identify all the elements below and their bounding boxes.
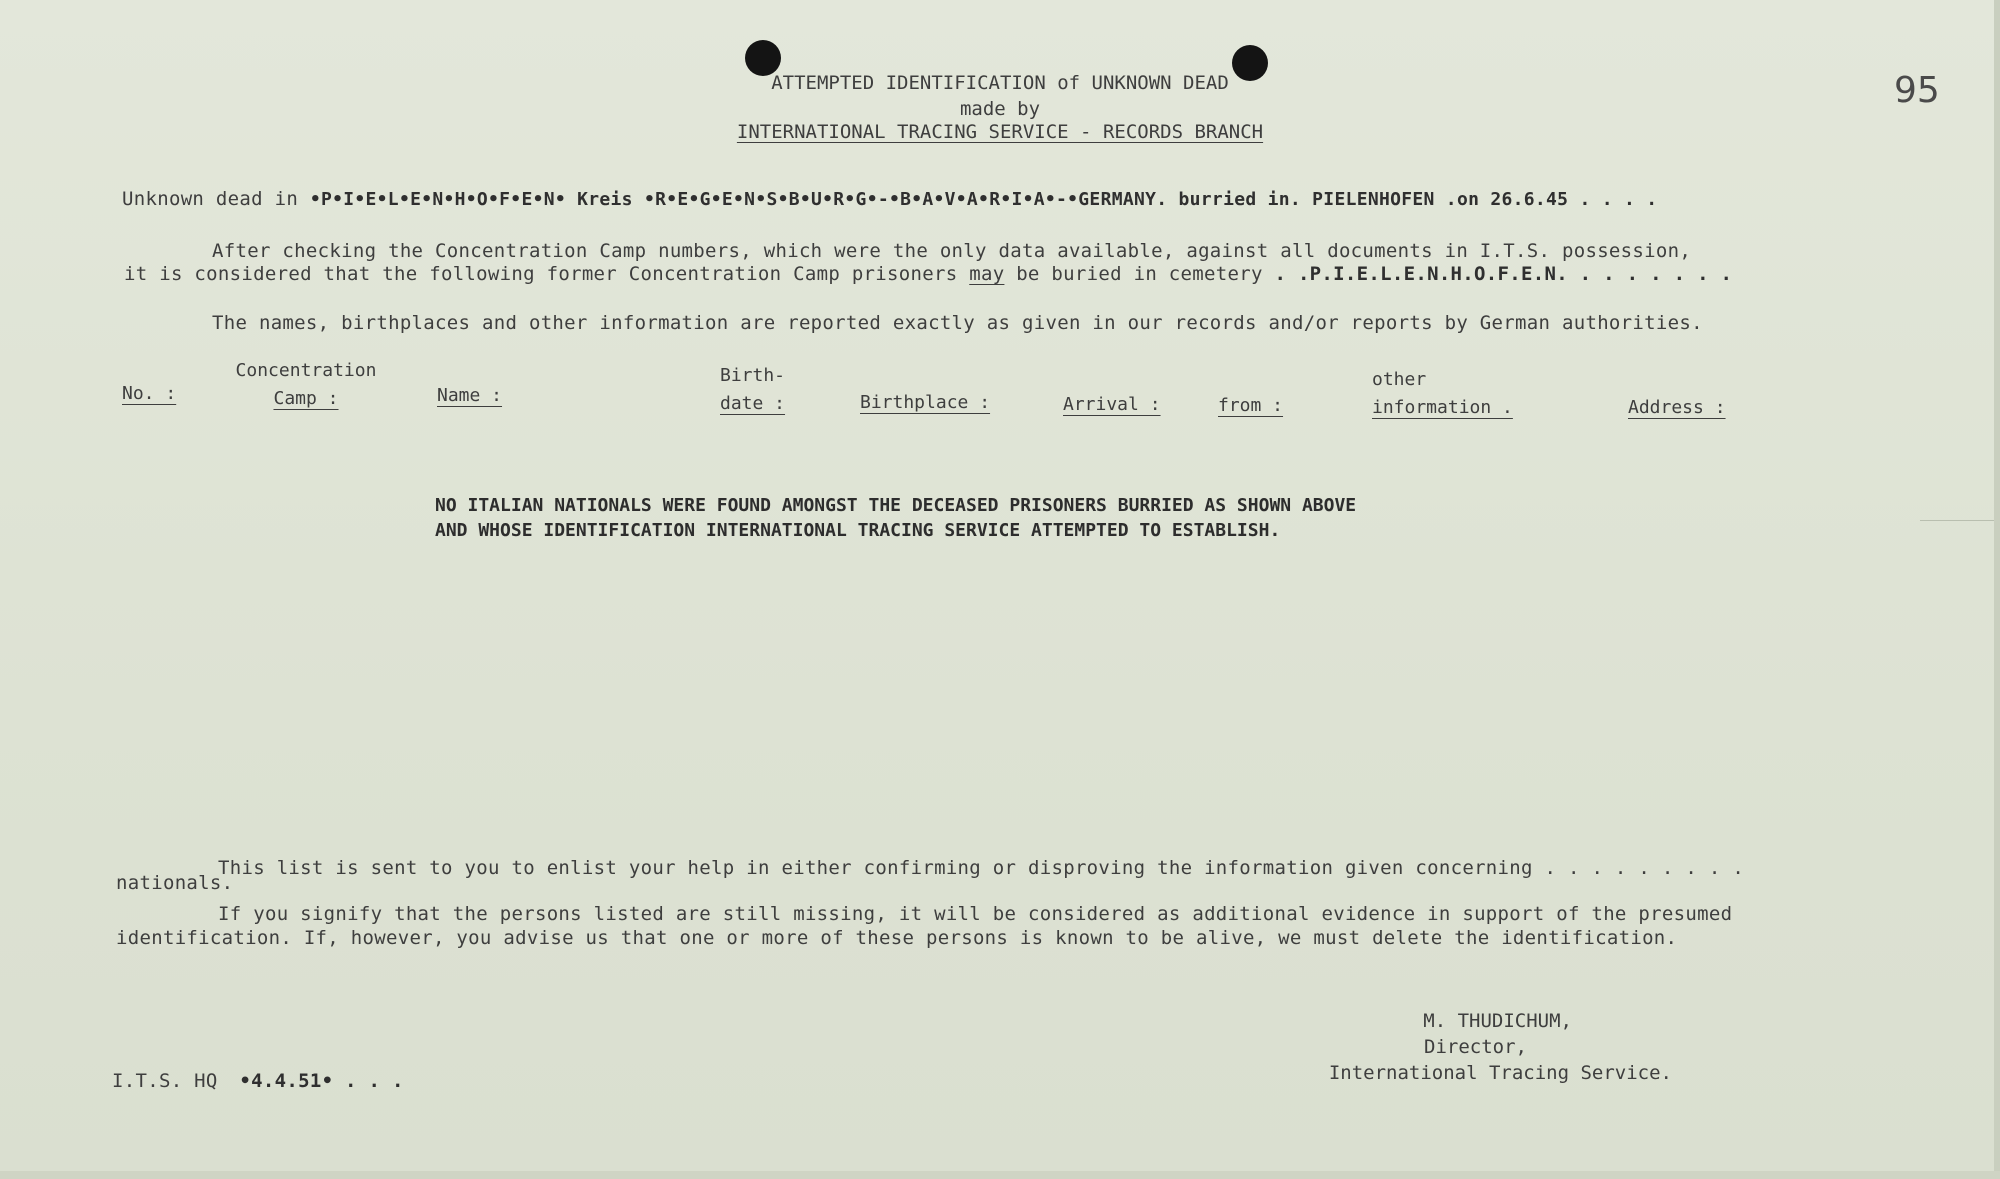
column-name-label: Name : — [437, 385, 503, 406]
column-birthdate-top: Birth- — [720, 365, 786, 386]
column-birthdate — [720, 362, 785, 418]
intro-para1-line1: After checking the Concentration Camp numbers, which were the only data available, against all documents in I.T.S. possession, — [212, 240, 1692, 262]
intro-para1-line2-cemetery: . .P.I.E.L.E.N.H.O.F.E.N. . . . . . . . — [1274, 263, 1733, 285]
intro-para1-line2-may: may — [969, 263, 1005, 285]
intro-para1-line2-post: be buried in cemetery — [1016, 263, 1263, 285]
bottom-edge-shadow — [0, 1171, 2000, 1179]
closing-para1-line2: nationals. — [116, 872, 234, 894]
column-birthdate-bottom: date : — [720, 393, 786, 414]
page-number: 95 — [1894, 70, 1940, 111]
column-arrival — [1063, 391, 1161, 419]
column-camp-top: Concentration — [235, 360, 377, 381]
reference-label: I.T.S. HQ — [112, 1070, 218, 1092]
intro-para1-line2 — [124, 263, 1732, 285]
unknown-dead-label: Unknown dead in — [122, 188, 299, 210]
column-other-bottom: information . — [1372, 397, 1513, 418]
column-camp-bottom: Camp : — [273, 388, 339, 409]
signature-organization: International Tracing Service. — [1328, 1062, 1672, 1084]
column-name — [437, 382, 502, 410]
closing-para2-line1: If you signify that the persons listed are still missing, it will be considered as additional evidence in support of the presumed — [218, 903, 1733, 925]
notice-line1: NO ITALIAN NATIONALS WERE FOUND AMONGST THE DECEASED PRISONERS BURRIED AS SHOWN ABOVE — [435, 495, 1357, 516]
column-from-label: from : — [1218, 395, 1284, 416]
column-other-information — [1372, 366, 1513, 422]
column-birthplace-label: Birthplace : — [860, 392, 991, 413]
notice-line2: AND WHOSE IDENTIFICATION INTERNATIONAL TRACING SERVICE ATTEMPTED TO ESTABLISH. — [435, 520, 1281, 541]
right-edge-shadow — [1994, 0, 2000, 1179]
signature-name: M. THUDICHUM, — [1423, 1010, 1572, 1032]
header-made-by: made by — [959, 98, 1041, 120]
reference-line — [112, 1070, 404, 1092]
margin-rule — [1920, 520, 2000, 521]
column-from — [1218, 392, 1283, 420]
unknown-dead-line — [122, 188, 1657, 210]
closing-para2-line2: identification. If, however, you advise us that one or more of these persons is known to be alive, we must delete the identification. — [116, 927, 1678, 949]
closing-para1-line1: This list is sent to you to enlist your help in either confirming or disproving the information given concerning . . . . . . . . . — [218, 857, 1745, 879]
column-arrival-label: Arrival : — [1063, 394, 1161, 415]
column-other-top: other — [1372, 369, 1427, 390]
column-no-label: No. : — [122, 383, 177, 404]
signature-title: Director, — [1424, 1036, 1527, 1058]
signature-block — [1240, 1008, 1672, 1086]
unknown-dead-location: •P•I•E•L•E•N•H•O•F•E•N• Kreis •R•E•G•E•N•S•B•U•R•G•-•B•A•V•A•R•I•A•-•GERMANY. burried in. PIELENHOFEN .on 26.6.45 . . . . — [309, 189, 1658, 210]
column-address-label: Address : — [1628, 397, 1726, 418]
reference-value: •4.4.51• . . . — [239, 1070, 404, 1092]
header-organization: INTERNATIONAL TRACING SERVICE - RECORDS BRANCH — [736, 121, 1264, 143]
column-camp — [222, 357, 390, 413]
column-no — [122, 380, 176, 408]
column-address — [1628, 394, 1726, 422]
intro-para2: The names, birthplaces and other information are reported exactly as given in our records and/or reports by German authorities. — [212, 312, 1703, 334]
punch-hole-left — [745, 40, 781, 76]
header-title: ATTEMPTED IDENTIFICATION of UNKNOWN DEAD — [771, 72, 1229, 94]
column-birthplace — [860, 389, 990, 417]
intro-para1-line2-pre: it is considered that the following former Concentration Camp prisoners — [124, 263, 958, 285]
